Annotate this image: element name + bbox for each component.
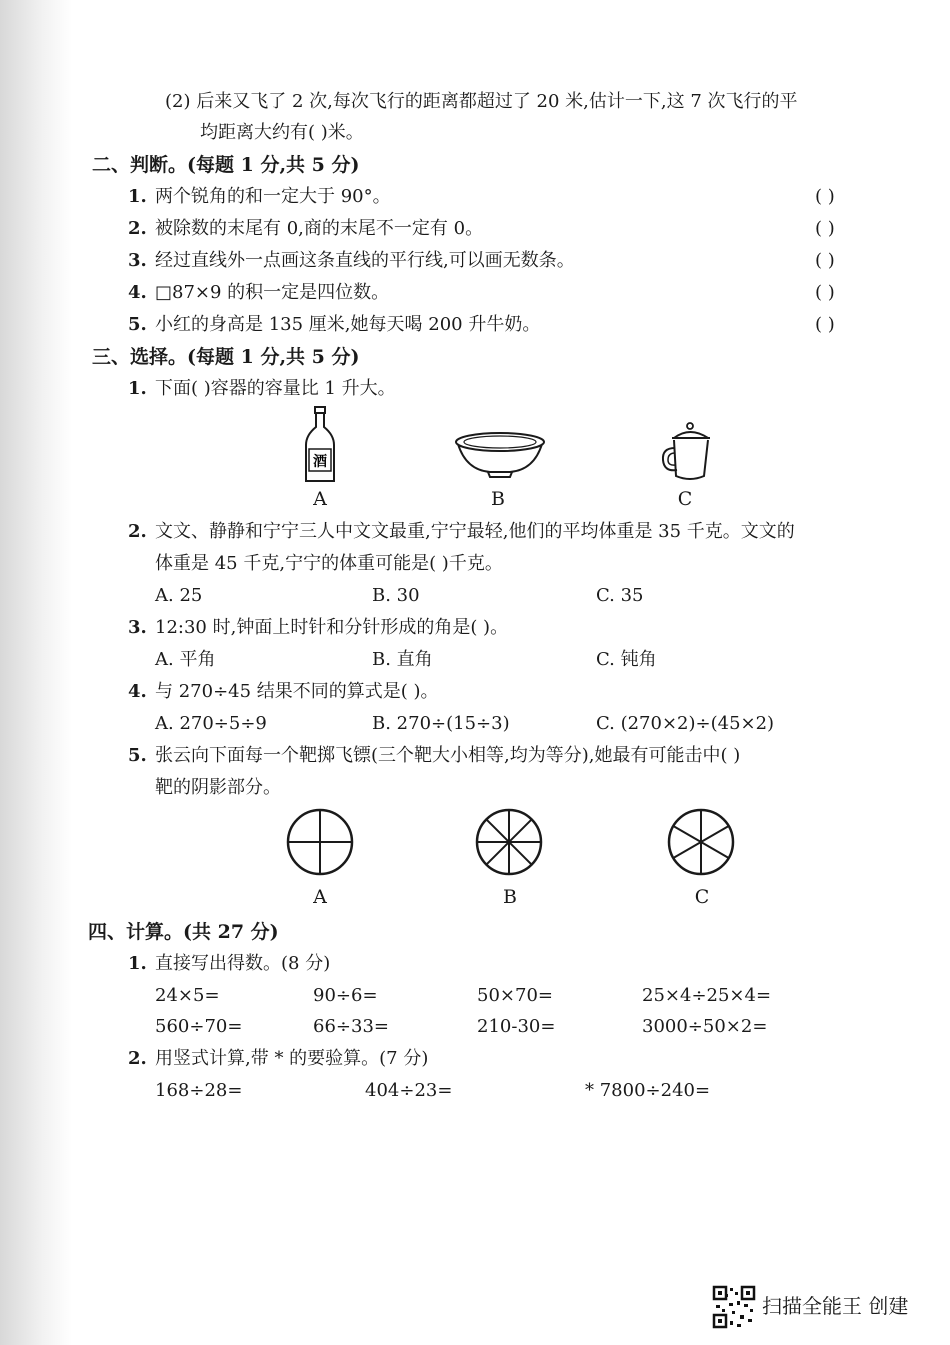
- dartboard-c-sixths: [667, 808, 735, 876]
- scanner-watermark-text: 扫描全能王 创建: [762, 1294, 909, 1318]
- question-number: 1.: [128, 953, 147, 974]
- section-2-title: 二、判断。(每题 1 分,共 5 分): [92, 154, 360, 176]
- question-text: 12:30 时,钟面上时针和分针形成的角是( )。: [155, 617, 509, 638]
- question-number: 2.: [128, 521, 147, 542]
- question-number: 1.: [128, 378, 147, 399]
- choice-option[interactable]: C. 35: [596, 585, 644, 606]
- calc-expression[interactable]: 210-30=: [477, 1016, 556, 1037]
- vertical-calc-expression[interactable]: * 7800÷240=: [585, 1080, 711, 1101]
- choice-option[interactable]: B. 直角: [372, 649, 433, 670]
- bowl-figure: [452, 430, 548, 480]
- calc-expression[interactable]: 66÷33=: [313, 1016, 389, 1037]
- judge-item-text: 两个锐角的和一定大于 90°。: [155, 186, 391, 207]
- calc-expression[interactable]: 560÷70=: [155, 1016, 243, 1037]
- carryover-line-1: (2) 后来又飞了 2 次,每次飞行的距离都超过了 20 米,估计一下,这 7 次飞行的平: [165, 91, 798, 112]
- judge-item-text: 经过直线外一点画这条直线的平行线,可以画无数条。: [155, 250, 575, 271]
- question-text: 文文、静静和宁宁三人中文文最重,宁宁最轻,他们的平均体重是 35 千克。文文的: [155, 521, 795, 542]
- dartboard-b-eighths: [475, 808, 543, 876]
- choice-option[interactable]: A. 270÷5÷9: [155, 713, 267, 734]
- judge-item-number: 3.: [128, 250, 147, 271]
- carryover-line-2: 均距离大约有( )米。: [200, 122, 364, 143]
- judge-item-text: 小红的身高是 135 厘米,她每天喝 200 升牛奶。: [155, 314, 541, 335]
- section-3-title: 三、选择。(每题 1 分,共 5 分): [92, 346, 360, 368]
- option-label: B: [503, 886, 517, 908]
- judge-item-number: 2.: [128, 218, 147, 239]
- answer-parentheses[interactable]: ( ): [815, 314, 835, 335]
- vertical-calc-expression[interactable]: 404÷23=: [365, 1080, 453, 1101]
- question-number: 3.: [128, 617, 147, 638]
- judge-item-number: 1.: [128, 186, 147, 207]
- question-text: 与 270÷45 结果不同的算式是( )。: [155, 681, 439, 702]
- answer-parentheses[interactable]: ( ): [815, 218, 835, 239]
- answer-parentheses[interactable]: ( ): [815, 186, 835, 207]
- choice-option[interactable]: B. 270÷(15÷3): [372, 713, 510, 734]
- option-label: C: [677, 488, 693, 510]
- question-number: 5.: [128, 745, 147, 766]
- calc-expression[interactable]: 24×5=: [155, 985, 220, 1006]
- judge-item-text: □87×9 的积一定是四位数。: [155, 282, 390, 303]
- choice-option[interactable]: A. 平角: [155, 649, 216, 670]
- section-4-title: 四、计算。(共 27 分): [88, 921, 279, 943]
- vertical-calc-expression[interactable]: 168÷28=: [155, 1080, 243, 1101]
- judge-item-number: 4.: [128, 282, 147, 303]
- question-text: 下面( )容器的容量比 1 升大。: [155, 378, 396, 399]
- option-label: C: [694, 886, 710, 908]
- mug-figure: [658, 420, 718, 484]
- bottle-label-text: 酒: [313, 454, 327, 470]
- calc-expression[interactable]: 25×4÷25×4=: [642, 985, 772, 1006]
- choice-option[interactable]: A. 25: [155, 585, 203, 606]
- question-number: 2.: [128, 1048, 147, 1069]
- answer-parentheses[interactable]: ( ): [815, 282, 835, 303]
- choice-option[interactable]: C. (270×2)÷(45×2): [596, 713, 775, 734]
- option-label: A: [313, 886, 327, 908]
- qr-code-icon: [712, 1285, 756, 1329]
- calc-expression[interactable]: 3000÷50×2=: [642, 1016, 768, 1037]
- question-text-continued: 靶的阴影部分。: [155, 777, 281, 798]
- choice-option[interactable]: B. 30: [372, 585, 420, 606]
- dartboard-a-quarters: [286, 808, 354, 876]
- calc-expression[interactable]: 90÷6=: [313, 985, 378, 1006]
- question-text-continued: 体重是 45 千克,宁宁的体重可能是( )千克。: [155, 553, 503, 574]
- calc-expression[interactable]: 50×70=: [477, 985, 553, 1006]
- wine-bottle-figure: [300, 405, 340, 485]
- option-label: B: [491, 488, 505, 510]
- question-text: 直接写出得数。(8 分): [155, 953, 331, 974]
- question-text: 张云向下面每一个靶掷飞镖(三个靶大小相等,均为等分),她最有可能击中( ): [155, 745, 741, 766]
- choice-option[interactable]: C. 钝角: [596, 649, 657, 670]
- question-number: 4.: [128, 681, 147, 702]
- question-text: 用竖式计算,带 * 的要验算。(7 分): [155, 1048, 429, 1069]
- answer-parentheses[interactable]: ( ): [815, 250, 835, 271]
- judge-item-number: 5.: [128, 314, 147, 335]
- option-label: A: [313, 488, 327, 510]
- scan-edge-shadow: [0, 0, 72, 1345]
- judge-item-text: 被除数的末尾有 0,商的末尾不一定有 0。: [155, 218, 484, 239]
